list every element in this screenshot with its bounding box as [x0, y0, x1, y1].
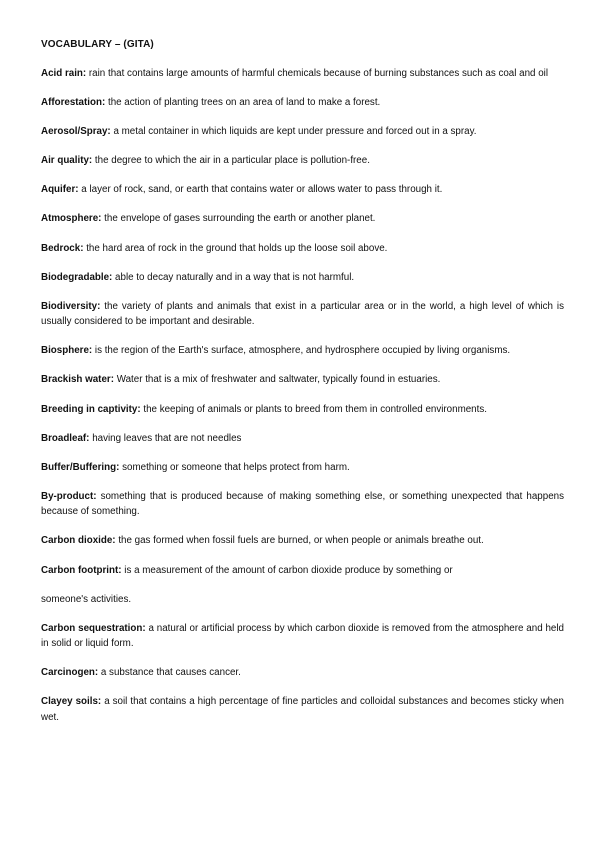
vocab-term: Carbon sequestration:: [41, 622, 146, 634]
vocab-entry: [41, 241, 564, 257]
vocab-entry: [41, 153, 564, 169]
vocab-term: Biosphere:: [41, 345, 93, 357]
vocab-entry: [41, 299, 564, 330]
vocab-entry: [41, 211, 564, 227]
vocab-term: Afforestation:: [41, 97, 106, 109]
vocab-entry: [41, 95, 564, 111]
vocab-term: Brackish water:: [41, 374, 114, 386]
vocab-entry: [41, 533, 564, 549]
vocab-term: Carbon dioxide:: [41, 535, 116, 547]
vocab-term: Atmosphere:: [41, 213, 102, 225]
vocab-definition: is the region of the Earth's surface, atmosphere, and hydrosphere occupied by living organisms.: [94, 345, 511, 357]
vocab-term: Breeding in captivity:: [41, 403, 141, 415]
vocab-term: Acid rain:: [41, 68, 87, 79]
vocab-entry: [41, 372, 564, 388]
vocab-term: Carbon footprint:: [41, 564, 122, 576]
vocab-term: Air quality:: [41, 155, 93, 167]
vocab-entry: [41, 460, 564, 476]
vocab-definition: the gas formed when fossil fuels are burned, or when people or animals breathe out.: [118, 535, 484, 547]
vocab-term: Broadleaf:: [41, 432, 90, 444]
vocab-entry: [41, 343, 564, 359]
vocab-entry: [41, 270, 564, 286]
vocab-entry: [41, 563, 564, 579]
vocab-definition: a natural or artificial process by which carbon dioxide is removed from the atmosphere and held in solid or liquid form.: [41, 622, 564, 650]
vocab-term: Aerosol/Spray:: [41, 126, 111, 138]
vocab-definition: the action of planting trees on an area of land to make a forest.: [107, 97, 381, 109]
vocab-entry: [41, 124, 564, 140]
vocab-definition: the degree to which the air in a particular place is pollution-free.: [94, 155, 370, 167]
vocab-definition: the variety of plants and animals that exist in a particular area or in the world, a high level of which is usually considered to be important and desirable.: [41, 300, 564, 328]
vocab-term: Buffer/Buffering:: [41, 461, 120, 473]
vocab-term: Biodiversity:: [41, 300, 101, 312]
vocab-entry-continuation: [41, 592, 564, 608]
vocab-term: Carcinogen:: [41, 667, 99, 679]
vocab-definition: is a measurement of the amount of carbon dioxide produce by something or: [124, 564, 453, 576]
vocab-definition: something or someone that helps protect from harm.: [122, 461, 350, 473]
vocab-definition: someone's activities.: [41, 593, 132, 605]
vocab-definition: the hard area of rock in the ground that holds up the loose soil above.: [86, 242, 388, 254]
vocab-definition: Water that is a mix of freshwater and saltwater, typically found in estuaries.: [116, 374, 441, 386]
vocab-term: By-product:: [41, 490, 97, 502]
vocab-definition: a metal container in which liquids are kept under pressure and forced out in a spray.: [113, 126, 477, 138]
vocab-entry: [41, 431, 564, 447]
vocab-definition: able to decay naturally and in a way that is not harmful.: [115, 271, 355, 283]
vocab-entry: [41, 489, 564, 520]
vocab-entry: [41, 182, 564, 198]
vocab-term: Aquifer:: [41, 184, 79, 196]
vocab-term: Biodegradable:: [41, 271, 113, 283]
vocab-entry: [41, 665, 564, 681]
vocab-definition: a layer of rock, sand, or earth that contains water or allows water to pass through it.: [81, 184, 443, 196]
vocab-definition: a soil that contains a high percentage of fine particles and colloidal substances and becomes sticky when wet.: [41, 696, 564, 723]
vocab-definition: the keeping of animals or plants to breed from them in controlled environments.: [143, 403, 487, 415]
vocab-entry: [41, 66, 564, 82]
vocab-entry: [41, 694, 564, 725]
vocab-entry: [41, 402, 564, 418]
vocab-definition: the envelope of gases surrounding the earth or another planet.: [104, 213, 376, 225]
vocab-definition: rain that contains large amounts of harmful chemicals because of burning substances such as coal and oil: [88, 68, 549, 79]
vocab-definition: something that is produced because of making something else, or something unexpected that happens because of something.: [41, 490, 564, 518]
vocab-definition: a substance that causes cancer.: [100, 667, 241, 679]
vocab-term: Clayey soils:: [41, 696, 102, 708]
vocab-entry: [41, 621, 564, 652]
page-title: VOCABULARY – (GITA): [41, 39, 154, 50]
vocab-definition: having leaves that are not needles: [92, 432, 242, 444]
vocab-term: Bedrock:: [41, 242, 84, 254]
